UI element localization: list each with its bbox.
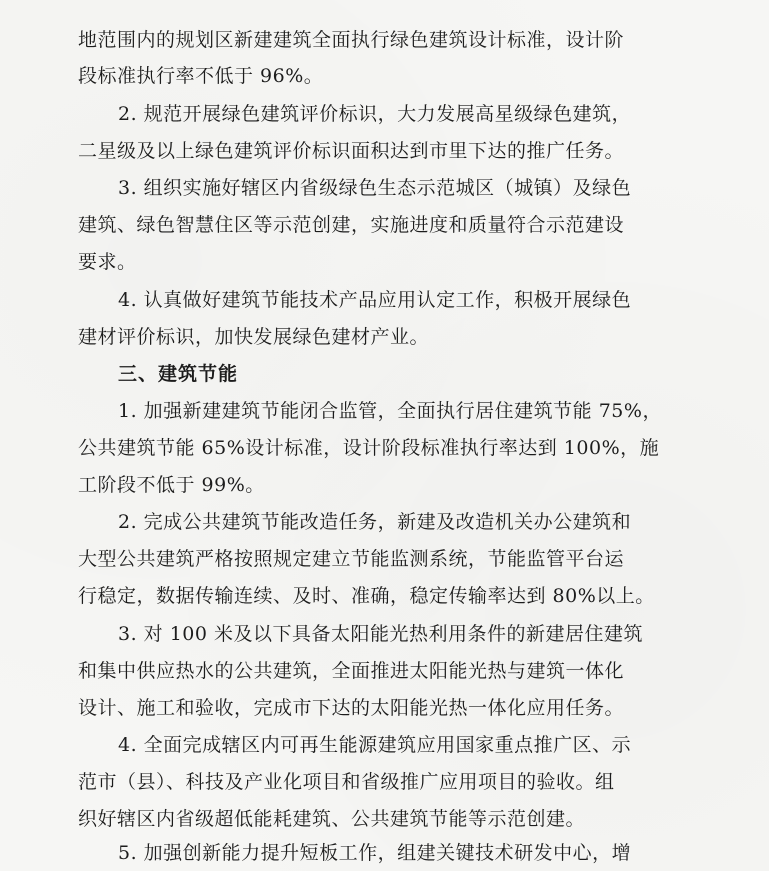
text-line-11: 1. 加强新建建筑节能闭合监管，全面执行居住建筑节能 75%， <box>118 400 662 422</box>
text-line-15: 大型公共建筑严格按照规定建立节能监测系统，节能监管平台运 <box>78 548 625 570</box>
text-line-9: 建材评价标识，加快发展绿色建材产业。 <box>78 326 430 348</box>
text-line-22: 织好辖区内省级超低能耗建筑、公共建筑节能等示范创建。 <box>78 808 586 830</box>
text-line-18: 和集中供应热水的公共建筑，全面推进太阳能光热与建筑一体化 <box>78 660 625 682</box>
text-line-4: 二星级及以上绿色建筑评价标识面积达到市里下达的推广任务。 <box>78 140 625 162</box>
text-line-20: 4. 全面完成辖区内可再生能源建筑应用国家重点推广区、示 <box>118 734 632 756</box>
text-line-16: 行稳定，数据传输连续、及时、准确，稳定传输率达到 80%以上。 <box>78 585 655 607</box>
text-line-5: 3. 组织实施好辖区内省级绿色生态示范城区（城镇）及绿色 <box>118 177 632 199</box>
text-line-2: 段标准执行率不低于 96%。 <box>78 65 324 87</box>
text-line-1: 地范围内的规划区新建建筑全面执行绿色建筑设计标准，设计阶 <box>78 29 625 51</box>
text-line-3: 2. 规范开展绿色建筑评价标识，大力发展高星级绿色建筑， <box>118 103 632 125</box>
text-line-7: 要求。 <box>78 251 137 273</box>
text-line-8: 4. 认真做好建筑节能技术产品应用认定工作，积极开展绿色 <box>118 289 632 311</box>
text-line-23: 5. 加强创新能力提升短板工作，组建关键技术研发中心，增 <box>118 842 632 864</box>
text-line-19: 设计、施工和验收，完成市下达的太阳能光热一体化应用任务。 <box>78 697 625 719</box>
text-line-21: 范市（县）、科技及产业化项目和省级推广应用项目的验收。组 <box>78 771 615 793</box>
text-line-13: 工阶段不低于 99%。 <box>78 474 265 496</box>
text-line-17: 3. 对 100 米及以下具备太阳能光热利用条件的新建居住建筑 <box>118 623 644 645</box>
section-heading: 三、建筑节能 <box>118 363 239 385</box>
text-line-14: 2. 完成公共建筑节能改造任务，新建及改造机关办公建筑和 <box>118 511 632 533</box>
text-line-6: 建筑、绿色智慧住区等示范创建，实施进度和质量符合示范建设 <box>78 214 625 236</box>
text-line-12: 公共建筑节能 65%设计标准，设计阶段标准执行率达到 100%，施 <box>78 437 660 459</box>
